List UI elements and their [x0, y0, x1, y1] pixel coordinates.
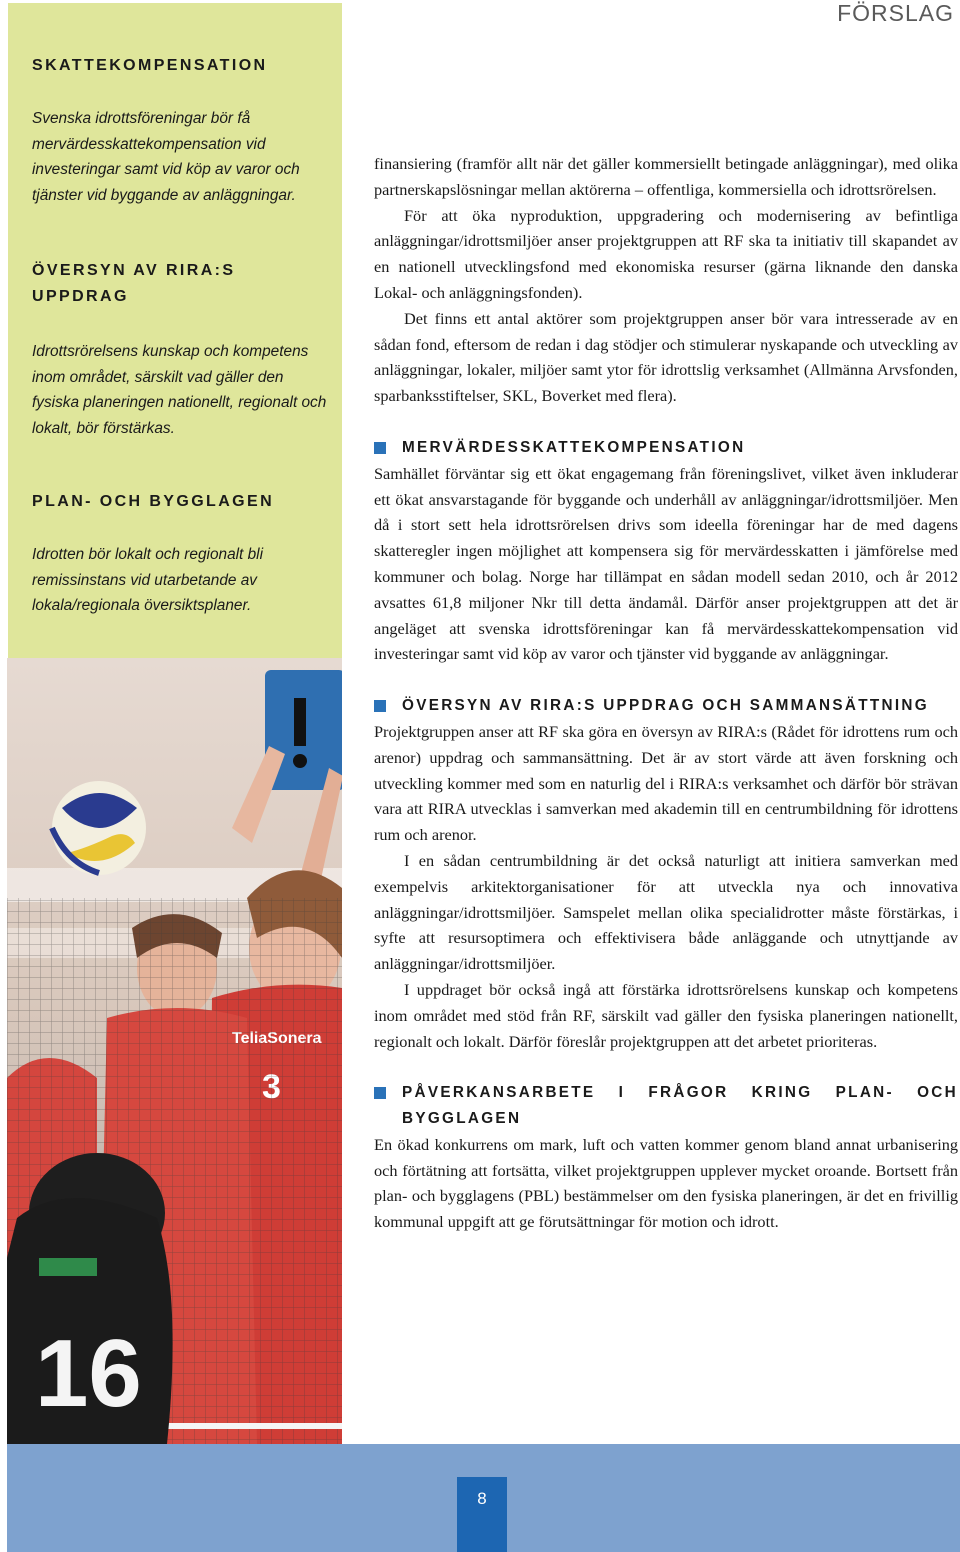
sidebar-heading: ÖVERSYN AV RIRA:S UPPDRAG — [32, 262, 236, 305]
front-player-number: 16 — [35, 1320, 142, 1427]
section-paragraph: En ökad konkurrens om mark, luft och vatten kommer genom bland annat urbanisering och förtätning att fortsätta, vilket projektgruppen upplever mycket oroande. Bortsett från plan- och bygglagens (PBL) bestämmelser om den fysiska planeringen, är det en frivillig kommunal uppgift att ge förutsättningar för motion och idrott. — [374, 1134, 958, 1232]
section-paragraph: I uppdraget bör också ingå att förstärka idrottsrörelsens kunskap och kompetens inom området med stöd från RF, särskilt vad gäller den fysiska planeringen nationellt, regionalt och lokalt. Därför föreslår projektgruppen att det arbetet prioriteras. — [374, 979, 958, 1051]
intro-paragraph: Det finns ett antal aktörer som projektgruppen anser bör vara intresserade av en sådan fond, eftersom de redan i dag stödjer och stimulerar nyskapande och utveckling av anläggningar, lokaler, miljöer samt ytor för idrottslig verksamhet (Allmänna Arvsfonden, sparbanksstiftelser, SKL, Boverket med flera). — [374, 308, 958, 406]
section-label: FÖRSLAG — [837, 0, 954, 26]
proposals-sidebar — [8, 3, 342, 658]
sidebar-block-rira — [32, 258, 332, 441]
section-heading-mervardesskatt — [374, 435, 958, 461]
sidebar-text: Svenska idrottsföreningar bör få mervärdesskattekompensation vid investeringar samt vid köp av varor och tjänster vid byggande av anläggningar. — [32, 110, 300, 204]
main-text-column — [374, 151, 958, 1235]
volleyball-illustration — [7, 658, 342, 1444]
section-heading-text: PÅVERKANSARBETE I FRÅGOR KRING PLAN- OCH BYGGLAGEN — [402, 1084, 958, 1128]
spacer — [374, 667, 958, 693]
section-paragraph: Samhället förväntar sig ett ökat engagemang från föreningslivet, vilket även inkluderar ett ökat ansvarstagande för byggande och underhåll av anläggningar/idrottsmiljöer. Men då i stort sett hela idrottsrörelsen drivs som ideella föreningar har de med dagens skatteregler ingen möjlighet att kompensera sig för mervärdesskatten i jämförelse med kommuner och bolag. Norge har tillämpat en sådan modell sedan 2010, och år 2012 avsattes 61,8 miljoner Nkr till detta ändamål. Därför anser projektgruppen att det är angeläget att svenska idrottsföreningar kan få mervärdesskattekompensation vid investeringar samt vid köp av varor och tjänster vid byggande av anläggningar. — [374, 463, 958, 664]
section-heading-text: MERVÄRDESSKATTEKOMPENSATION — [402, 438, 746, 456]
intro-paragraph: finansiering (framför allt när det gäller kommersiellt betingade anläggningar), med olika partnerskapslösningar mellan aktörerna – offentliga, kommersiella och idrottsrörelsen. — [374, 154, 958, 199]
section-paragraph: I en sådan centrumbildning är det också naturligt att initiera samverkan med exempelvis arkitektorganisationer för att utveckla nya och innovativa anläggningar/idrottsmiljöer. Samspelet mellan olika specialidrotter måste förstärkas, i syfte att resursoptimera och effektivisera både anläggande och utnyttjande av anläggningar/idrottsmiljöer. — [374, 850, 958, 974]
section-heading-rira — [374, 693, 958, 719]
sidebar-block-pbl — [32, 489, 332, 619]
sidebar-heading: SKATTEKOMPENSATION — [32, 57, 268, 74]
section-paragraph: Projektgruppen anser att RF ska göra en översyn av RIRA:s (Rådet för idrottens rum och arenor) uppdrag och sammansättning. Det är av stort värde att även forskning och utveckling kommer med som en naturlig del i RIRA:s verksamhet och därför bör strävan vara att RIRA utvecklas i samverkan med akademin till en centrumbildning för idrottens rum och arenor. — [374, 721, 958, 845]
bullet-square-icon — [374, 1087, 386, 1099]
sidebar-block-tax — [32, 53, 332, 208]
spacer — [374, 1054, 958, 1080]
page-number: 8 — [477, 1489, 487, 1508]
bullet-square-icon — [374, 442, 386, 454]
sidebar-heading: PLAN- OCH BYGGLAGEN — [32, 493, 275, 510]
sidebar-text: Idrottsrörelsens kunskap och kompetens inom området, särskilt vad gäller den fysiska planeringen nationellt, regionalt och lokalt, bör förstärkas. — [32, 343, 327, 437]
intro-paragraph: För att öka nyproduktion, uppgradering och modernisering av befintliga anläggningar/idrottsmiljöer anser projektgruppen att RF ska ta initiativ till skapandet av en nationell utvecklingsfond med ekonomiska resurser (gärna liknande den danska Lokal- och anläggningsfonden). — [374, 205, 958, 302]
section-heading-text: ÖVERSYN AV RIRA:S UPPDRAG OCH SAMMANSÄTTNING — [402, 697, 929, 715]
section-heading-pbl — [374, 1080, 958, 1132]
volleyball-photo — [7, 658, 342, 1444]
sidebar-text: Idrotten bör lokalt och regionalt bli remissinstans vid utarbetande av lokala/regionala översiktsplaner. — [32, 546, 263, 615]
spacer — [374, 409, 958, 435]
bullet-square-icon — [374, 700, 386, 712]
page-number-box — [457, 1477, 507, 1552]
